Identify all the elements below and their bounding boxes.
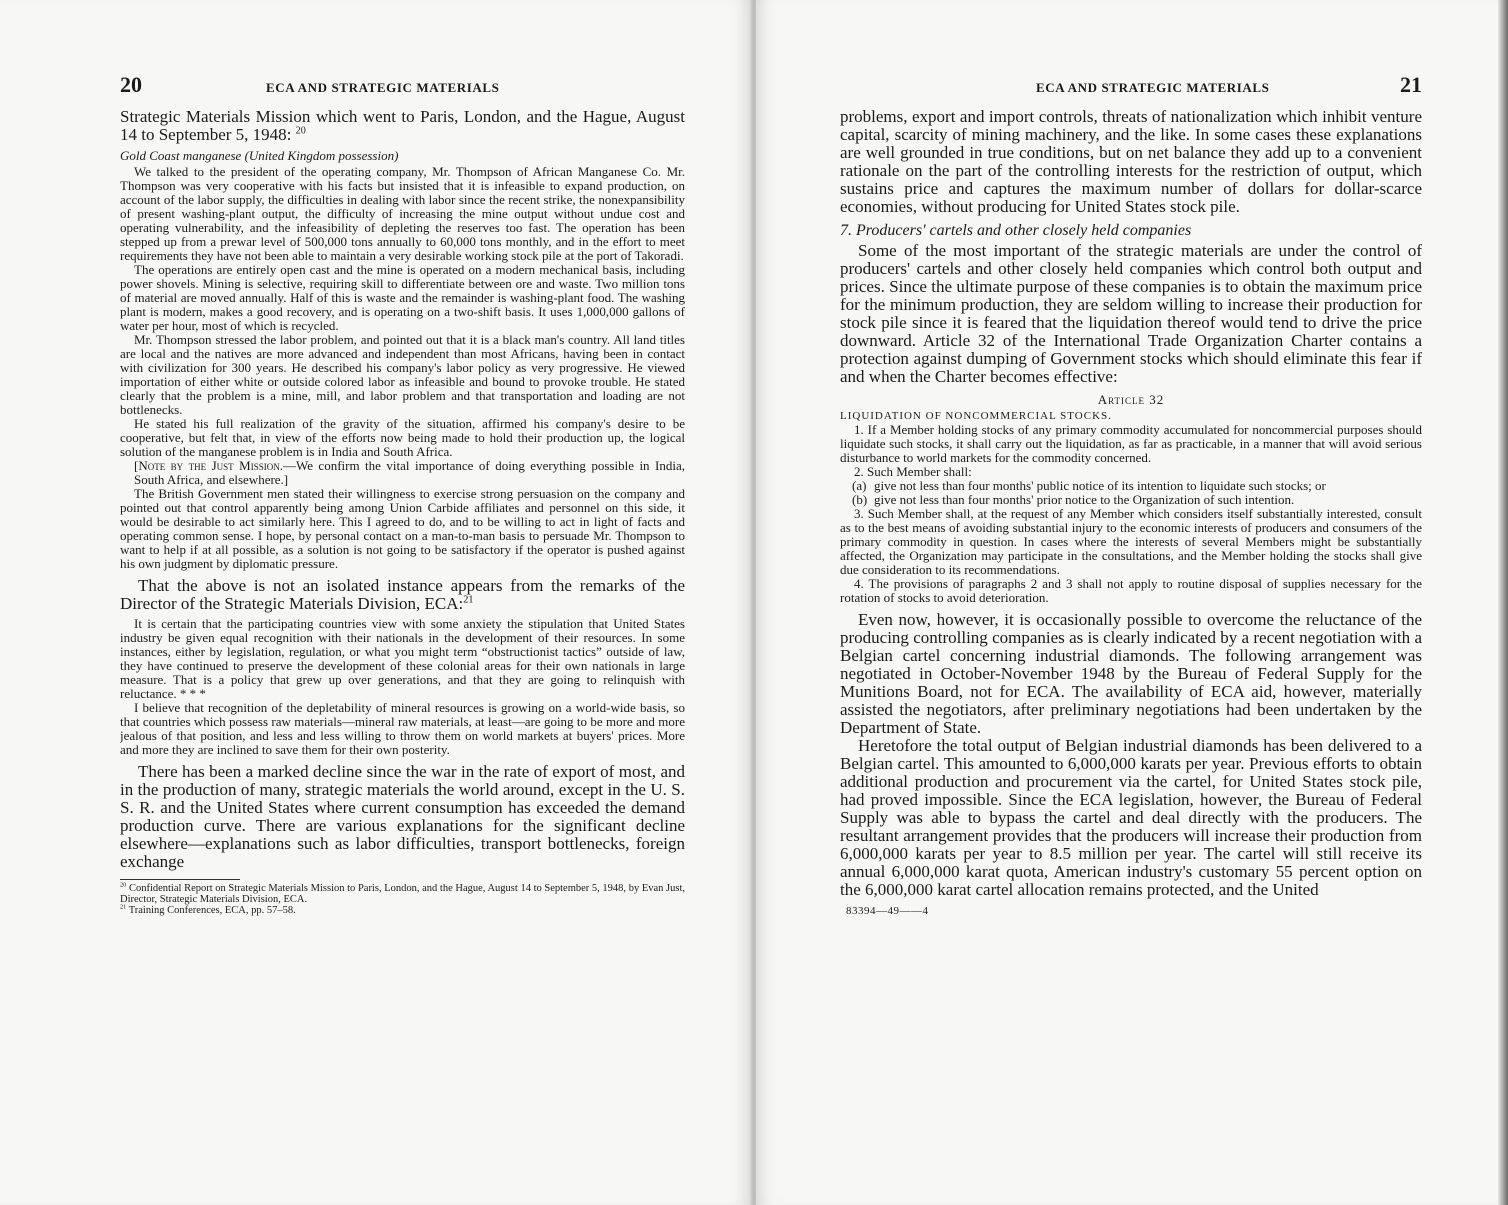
body-paragraph <box>120 577 685 613</box>
article-subitem <box>852 493 1422 507</box>
article-paragraph: 2. Such Member shall: <box>854 464 972 479</box>
left-page-header <box>120 72 685 106</box>
footnote-ref-20: 20 <box>295 125 306 137</box>
body-paragraph: There has been a marked decline since the war in the rate of export of most, and in the production of many, strategic materials the world around, except in the U. S. S. R. and the United States where current consumption has exceeded the demand production curve. There are various explanations for the significant decline elsewhere—explanations such as labor difficulties, transport bottlenecks, foreign exchange <box>120 762 685 871</box>
footnote <box>120 883 685 905</box>
article-title: Article 32 <box>1097 392 1165 407</box>
body-paragraph: Heretofore the total output of Belgian industrial diamonds has been delivered to a Belgian cartel. This amounted to 6,000,000 karats per year. Previous efforts to obtain additional production and procurement via the cartel, for United States stock pile, had proved impossible. Since the ECA legislation, however, the Bureau of Federal Supply was able to bypass the cartel and deal directly with the producers. The resultant arrangement provides that the producers will increase their production from 6,000,000 karats per year to 8.5 million per year. The cartel will still receive its annual 6,000,000 karat quota, American industry's customary 55 percent option on the 6,000,000 karat cartel allocation remains protected, and the United <box>840 736 1422 899</box>
quote-paragraph: The operations are entirely open cast and the mine is operated on a modern mechanical basis, including power shovels. Mining is selective, requiring skill to differentiate between ore and waste. Two million tons of material are moved annually. Half of this is waste and the remainder is washing-plant food. The washing plant is modern, makes a good recovery, and is operating on a two-shift basis. It uses 1,000,000 gallons of water per hour, most of which is recycled. <box>120 262 685 333</box>
quote-paragraph: It is certain that the participating countries view with some anxiety the stipulation that United States industry be given equal recognition with their nationals in the development of their resources. In some instances, either by legislation, regulation, or what you might term “obstructionist tactics” outside of law, they have continued to preserve the development of these colonial areas for their own nationals in large measure. That is a policy that grew up over generations, and that they are going to relinquish with reluctance. * * * <box>120 616 685 701</box>
footnote-text: Confidential Report on Strategic Materials Mission to Paris, London, and the Hague, August 14 to September 5, 1948, by Evan Just, Director, Strategic Materials Division, ECA. <box>120 883 685 905</box>
footnote-ref-21: 21 <box>463 594 474 606</box>
article-paragraph: 1. If a Member holding stocks of any primary commodity accumulated for noncommercial purposes should liquidate such stocks, it shall carry out the liquidation, as far as practicable, in a manner that will avoid serious disturbance to world markets for the commodity concerned. <box>840 422 1422 465</box>
footnote-mark: 21 <box>120 903 127 911</box>
quote-paragraph: We talked to the president of the operating company, Mr. Thompson of African Manganese Co. Mr. Thompson was very cooperative with his facts but insisted that it is infeasible to expand production, on account of the labor supply, the difficulties in dealing with labor since the recent strike, the nonexpansibility of present washing-plant output, the difficulty of increasing the mine output without undue cost and operating vulnerability, and the infeasibility of depleting the reserves too fast. The operation has been stepped up from a prewar level of 500,000 tons annually to 60,000 tons monthly, and in the effort to meet requirements they have not been able to maintain a very desirable working stock pile at the port of Takoradi. <box>120 164 685 263</box>
footnote-text: Training Conferences, ECA, pp. 57–58. <box>128 905 296 916</box>
body-paragraph: Even now, however, it is occasionally possible to overcome the reluctance of the producing controlling companies as is clearly indicated by a recent negotiation with a Belgian cartel concerning industrial diamonds. The following arrangement was negotiated in October-November 1948 by the Bureau of Federal Supply for the Munitions Board, not for ECA. The availability of ECA aid, however, materially assisted the negotiators, after preliminary negotiations had been undertaken by the Department of State. <box>840 610 1422 737</box>
article-paragraph: 4. The provisions of paragraphs 2 and 3 shall not apply to routine disposal of supplies necessary for the rotation of stocks to avoid deterioration. <box>840 576 1422 605</box>
section-subhead: Gold Coast manganese (United Kingdom possession) <box>120 148 399 163</box>
right-page-header <box>840 72 1422 106</box>
left-page <box>0 0 752 1205</box>
subitem-text: give not less than four months' public notice of its intention to liquidate such stocks; or <box>874 478 1326 493</box>
quote-paragraph: He stated his full realization of the gravity of the situation, affirmed his company's desire to be cooperative, but felt that, in view of the efforts now being made to hold their production up, the logical solution of the manganese problem is in India and South Africa. <box>120 416 685 459</box>
article-subitem <box>852 479 1422 493</box>
subitem-label: (b) <box>852 492 868 507</box>
subitem-label: (a) <box>852 478 867 493</box>
page-edge-shadow <box>1498 0 1508 1205</box>
body-paragraph: Some of the most important of the strategic materials are under the control of producers' cartels and other closely held companies which control both output and prices. Since the ultimate purpose of these companies is to obtain the maximum price for the minimum production, they are seldom willing to increase their production for stock pile since it is feared that the liquidation thereof would tend to drive the price downward. Article 32 of the International Trade Organization Charter contains a protection against dumping of Government stocks which should eliminate this fear if and when the Charter becomes effective: <box>840 241 1422 386</box>
section-heading: 7. Producers' cartels and other closely held companies <box>840 222 1192 239</box>
article-subheading: LIQUIDATION OF NONCOMMERCIAL STOCKS. <box>840 410 1112 422</box>
print-code: 83394—49——4 <box>846 905 929 917</box>
page-number: 21 <box>1400 72 1422 97</box>
body-paragraph: problems, export and import controls, threats of nationalization which inhibit venture capital, scarcity of mining machinery, and the like. In some cases these explanations are well grounded in true conditions, but on net balance they add up to a convenient rationale on the part of the controlling interests for the restriction of output, which sustains price and captures the maximum number of dollars for dollar-scarce economies, without producing for United States stock pile. <box>840 107 1422 216</box>
left-page-content <box>120 72 685 1165</box>
note-text: —We confirm the vital importance of doing everything possible in India, South Africa, and elsewhere.] <box>134 458 685 487</box>
mission-note <box>134 459 685 487</box>
intro-paragraph <box>120 108 685 144</box>
page-number: 20 <box>120 72 142 97</box>
note-lead: [Note by the Just Mission. <box>134 458 283 473</box>
footnote-rule <box>120 879 240 880</box>
subitem-text: give not less than four months' prior notice to the Organization of such intention. <box>874 492 1295 507</box>
footnote <box>120 905 685 916</box>
mid-text: That the above is not an isolated instance appears from the remarks of the Director of the Strategic Materials Division, ECA: <box>120 576 685 613</box>
article-paragraph: 3. Such Member shall, at the request of any Member which considers itself substantially interested, consult as to the best means of avoiding substantial injury to the economic interests of producers and consumers of the primary commodity in question. In cases where the interests of several Members might be substantially affected, the Organization may participate in the consultations, and the Member holding the stocks shall give due consideration to its recommendations. <box>840 506 1422 577</box>
quote-paragraph: I believe that recognition of the depletability of mineral resources is growing on a world-wide basis, so that countries which possess raw materials—mineral raw materials, at least—are going to be more and more jealous of that position, and less and less willing to throw them on world markets at buyers' prices. More and more they are inclined to save them for their own posterity. <box>120 700 685 757</box>
running-head: ECA AND STRATEGIC MATERIALS <box>1036 80 1270 95</box>
running-head: ECA AND STRATEGIC MATERIALS <box>266 80 500 95</box>
quote-paragraph: Mr. Thompson stressed the labor problem, and pointed out that it is a black man's country. All land titles are local and the natives are more advanced and independent than most Africans, having been in contact with civilization for 300 years. He described his company's labor policy as very progressive. He viewed importation of either white or outside colored labor as infeasible and bound to provoke trouble. He stated clearly that the problem is a mine, mill, and labor problem and that transportation and loading are not bottlenecks. <box>120 332 685 417</box>
footnote-mark: 20 <box>120 881 127 889</box>
intro-text: Strategic Materials Mission which went to Paris, London, and the Hague, August 14 to September 5, 1948: <box>120 107 685 144</box>
quote-paragraph: The British Government men stated their willingness to exercise strong persuasion on the company and pointed out that control apparently being among Union Carbide affiliates and personnel on this side, it would be desirable to act similarly here. This I agreed to do, and to be willing to act in light of facts and operating common sense. I hope, by personal contact on a man-to-man basis to persuade Mr. Thompson to want to help if at all possible, as a solution is not going to be satisfactory if the operator is pushed against his own judgment by diplomatic pressure. <box>120 486 685 571</box>
right-page <box>756 0 1508 1205</box>
right-page-content <box>840 72 1422 1165</box>
